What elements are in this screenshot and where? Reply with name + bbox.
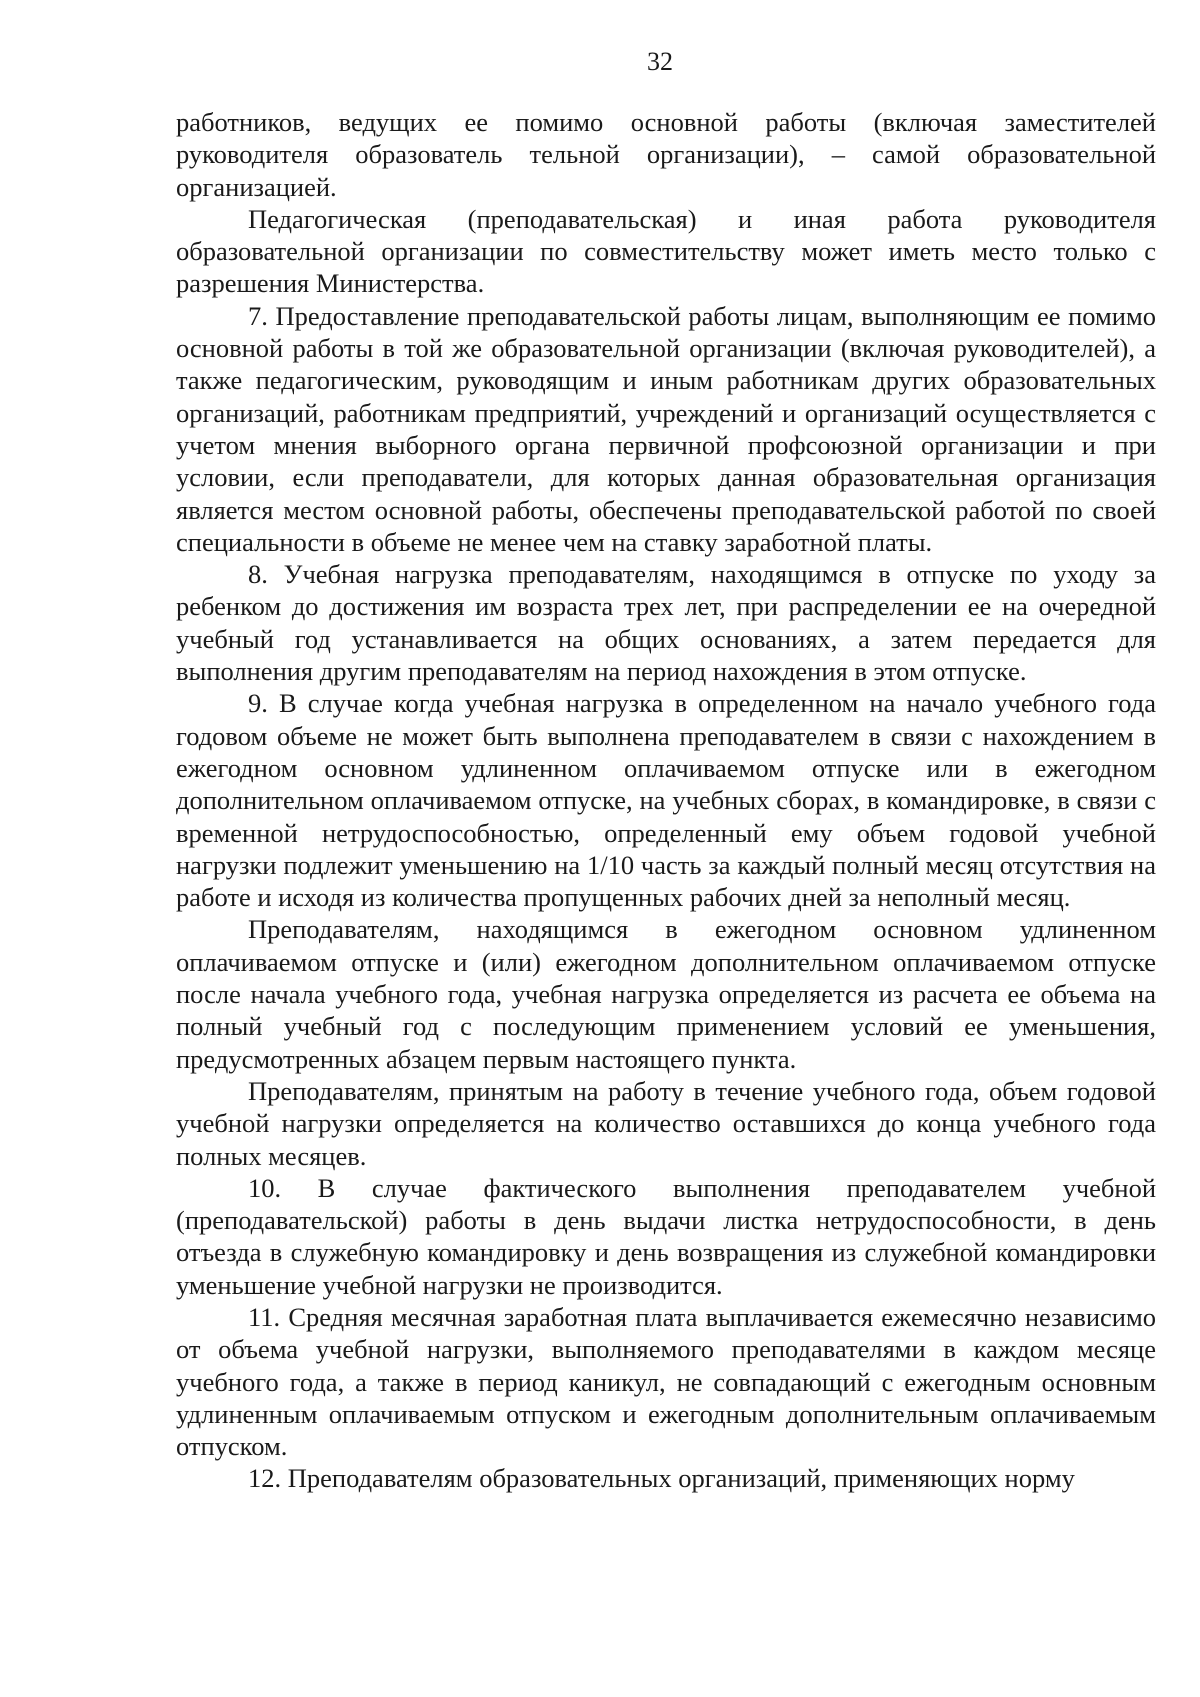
paragraph-item-10: 10. В случае фактического выполнения преподавателем учебной (преподавательской) работы в день выдачи листка нетрудоспособности, в день отъезда в служебную командировку и день возвращения из служебной командировки уменьшение учебной нагрузки не производится. — [176, 1172, 1156, 1300]
page-number: 32 — [647, 47, 673, 76]
paragraph-item-8: 8. Учебная нагрузка преподавателям, находящимся в отпуске по уходу за ребенком до достижения им возраста трех лет, при распределении ее на очередной учебный год устанавливается на общих основаниях, а затем передается для выполнения другим преподавателям на период нахождения в этом отпуске. — [176, 559, 1156, 687]
paragraph-continuation: работников, ведущих ее помимо основной работы (включая заместителей руководителя образователь тельной организации), – самой образовательной организацией. — [176, 107, 1156, 202]
paragraph-item-11: 11. Средняя месячная заработная плата выплачивается ежемесячно независимо от объема учебной нагрузки, выполняемого преподавателями в каждом месяце учебного года, а также в период каникул, не совпадающий с ежегодным основным удлиненным оплачиваемым отпуском и ежегодным дополнительным оплачиваемым отпуском. — [176, 1301, 1156, 1462]
paragraph-item-9: 9. В случае когда учебная нагрузка в определенном на начало учебного года годовом объеме не может быть выполнена преподавателем в связи с нахождением в ежегодном основном удлиненном оплачиваемом отпуске или в ежегодном дополнительном оплачиваемом отпуске, на учебных сборах, в командировке, в связи с временной нетрудоспособностью, определенный ему объем годовой учебной нагрузки подлежит уменьшению на 1/10 часть за каждый полный месяц отсутствия на работе и исходя из количества пропущенных рабочих дней за неполный месяц. — [176, 688, 1156, 913]
paragraph-item-12: 12. Преподавателям образовательных организаций, применяющих норму — [248, 1463, 1075, 1494]
paragraph-item-9-annual-leave: Преподавателям, находящимся в ежегодном основном удлиненном оплачиваемом отпуске и (или) ежегодном дополнительном оплачиваемом отпуске после начала учебного года, учебная нагрузка определяется из расчета ее объема на полный учебный год с последующим применением условий ее уменьшения, предусмотренных абзацем первым настоящего пункта. — [176, 914, 1156, 1074]
document-body — [176, 106, 1156, 1495]
paragraph-item-7: 7. Предоставление преподавательской работы лицам, выполняющим ее помимо основной работы в той же образовательной организации (включая руководителей), а также педагогическим, руководящим и иным работникам других образовательных организаций, работникам предприятий, учреждений и организаций осуществляется с учетом мнения выборного органа первичной профсоюзной организации и при условии, если преподаватели, для которых данная образовательная организация является местом основной работы, обеспечены преподавательской работой по своей специальности в объеме не менее чем на ставку заработной платы. — [176, 300, 1156, 557]
paragraph-part-time-head: Педагогическая (преподавательская) и иная работа руководителя образовательной организации по совместительству может иметь место только с разрешения Министерства. — [176, 203, 1156, 299]
paragraph-item-9-new-hires: Преподавателям, принятым на работу в течение учебного года, объем годовой учебной нагрузки определяется на количество оставшихся до конца учебного года полных месяцев. — [176, 1075, 1156, 1171]
